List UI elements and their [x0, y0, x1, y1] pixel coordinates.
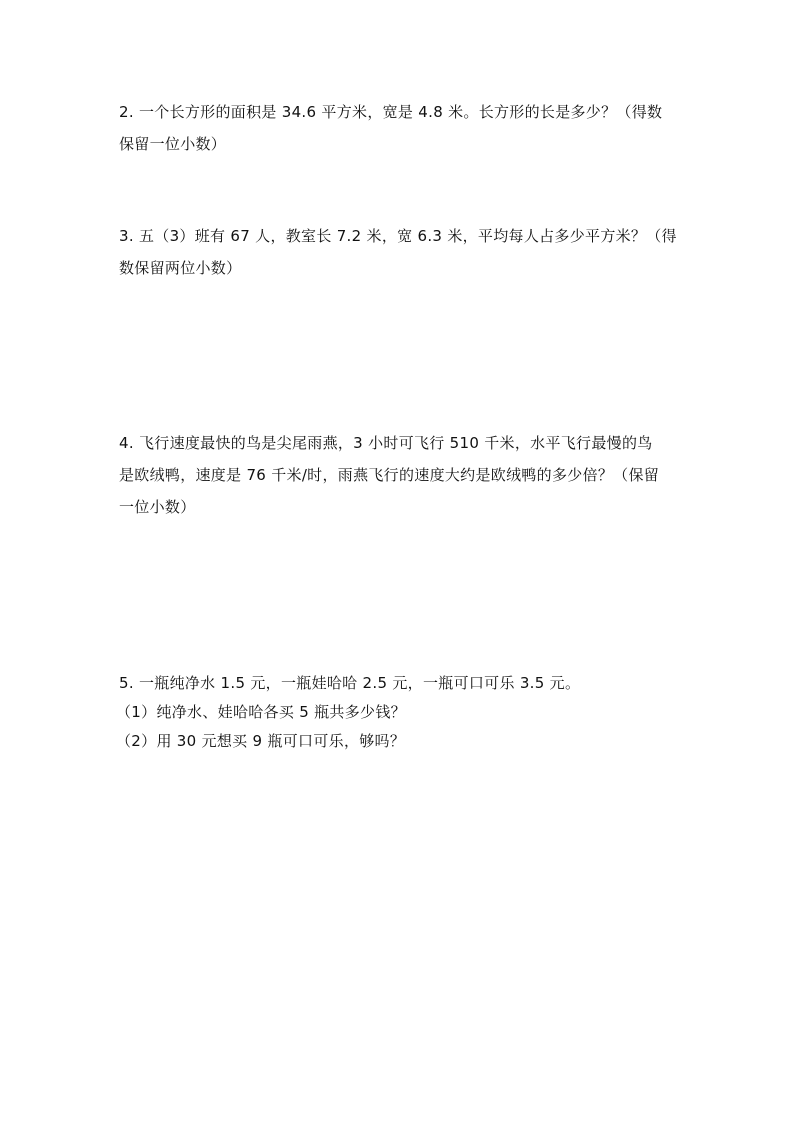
problem-4-line-2: 是欧绒鸭，速度是 76 千米/时，雨燕飞行的速度大约是欧绒鸭的多少倍？（保留: [119, 466, 660, 484]
problem-2-line-1: 2. 一个长方形的面积是 34.6 平方米，宽是 4.8 米。长方形的长是多少？（得数: [119, 103, 663, 121]
problem-5-line-1: 5. 一瓶纯净水 1.5 元，一瓶娃哈哈 2.5 元，一瓶可口可乐 3.5 元。: [119, 674, 581, 692]
problem-2: [119, 96, 679, 160]
problem-3-line-2: 数保留两位小数）: [119, 259, 242, 277]
problem-5-subquestion-2: （2）用 30 元想买 9 瓶可口可乐，够吗？: [116, 732, 406, 750]
problem-4-line-1: 4. 飞行速度最快的鸟是尖尾雨燕，3 小时可飞行 510 千米，水平飞行最慢的鸟: [119, 434, 653, 452]
problem-4: [119, 427, 679, 523]
problem-4-line-3: 一位小数）: [119, 498, 196, 516]
problem-5: [116, 669, 679, 756]
problem-3-line-1: 3. 五（3）班有 67 人，教室长 7.2 米，宽 6.3 米，平均每人占多少平方米？（得: [119, 227, 677, 245]
problem-3: [119, 220, 679, 284]
problem-2-line-2: 保留一位小数）: [119, 135, 227, 153]
problem-5-subquestion-1: （1）纯净水、娃哈哈各买 5 瓶共多少钱？: [116, 703, 406, 721]
